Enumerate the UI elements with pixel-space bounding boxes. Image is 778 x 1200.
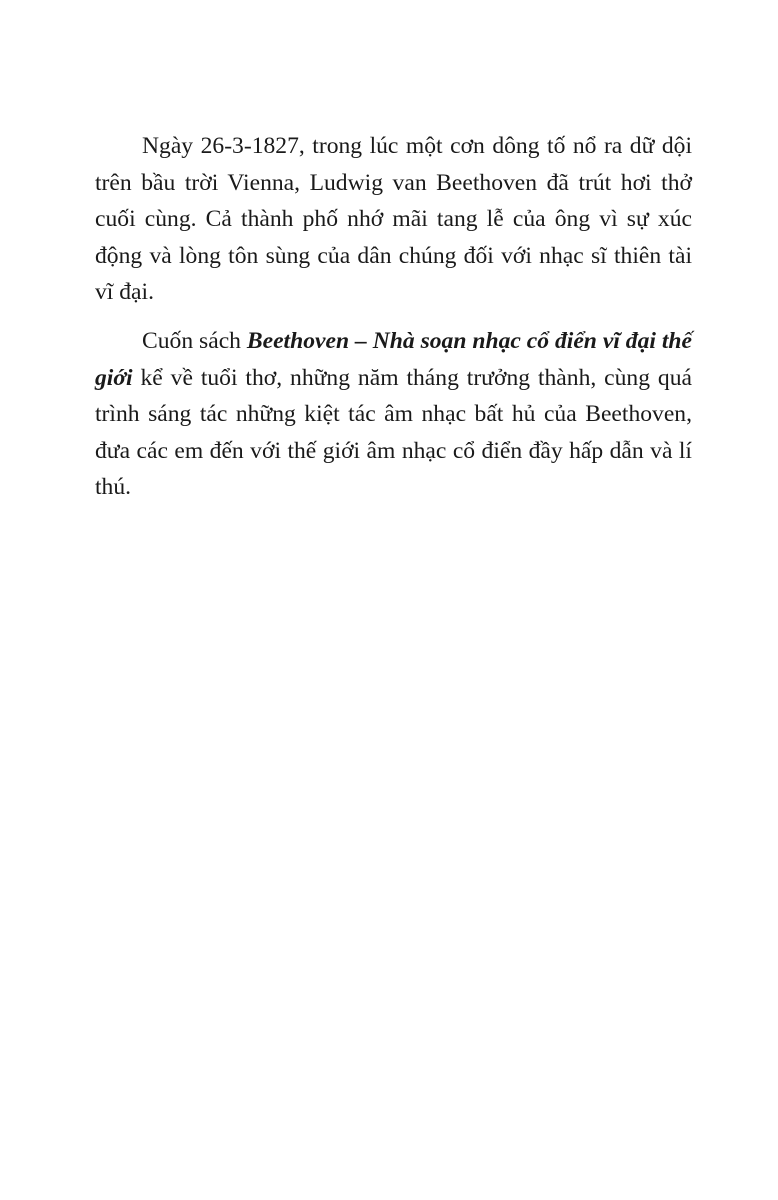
paragraph-book-introduction (95, 323, 692, 506)
body-text (95, 128, 692, 506)
book-title: Beethoven – Nhà soạn nhạc cổ điển vĩ đại thế giới (95, 327, 692, 391)
paragraph-2-intro: Cuốn sách (142, 327, 247, 354)
paragraph-1-text: Ngày 26-3-1827, trong lúc một cơn dông tố nổ ra dữ dội trên bầu trời Vienna, Ludwig van Beethoven đã trút hơi thở cuối cùng. Cả thành phố nhớ mãi tang lễ của ông vì sự xúc động và lòng tôn sùng của dân chúng đối với nhạc sĩ thiên tài vĩ đại. (95, 133, 692, 306)
paragraph-2-rest: kể về tuổi thơ, những năm tháng trưởng thành, cùng quá trình sáng tác những kiệt tác âm nhạc bất hủ của Beethoven, đưa các em đến với thế giới âm nhạc cổ điển đầy hấp dẫn và lí thú. (95, 364, 692, 501)
paragraph-death-of-beethoven (95, 128, 692, 311)
